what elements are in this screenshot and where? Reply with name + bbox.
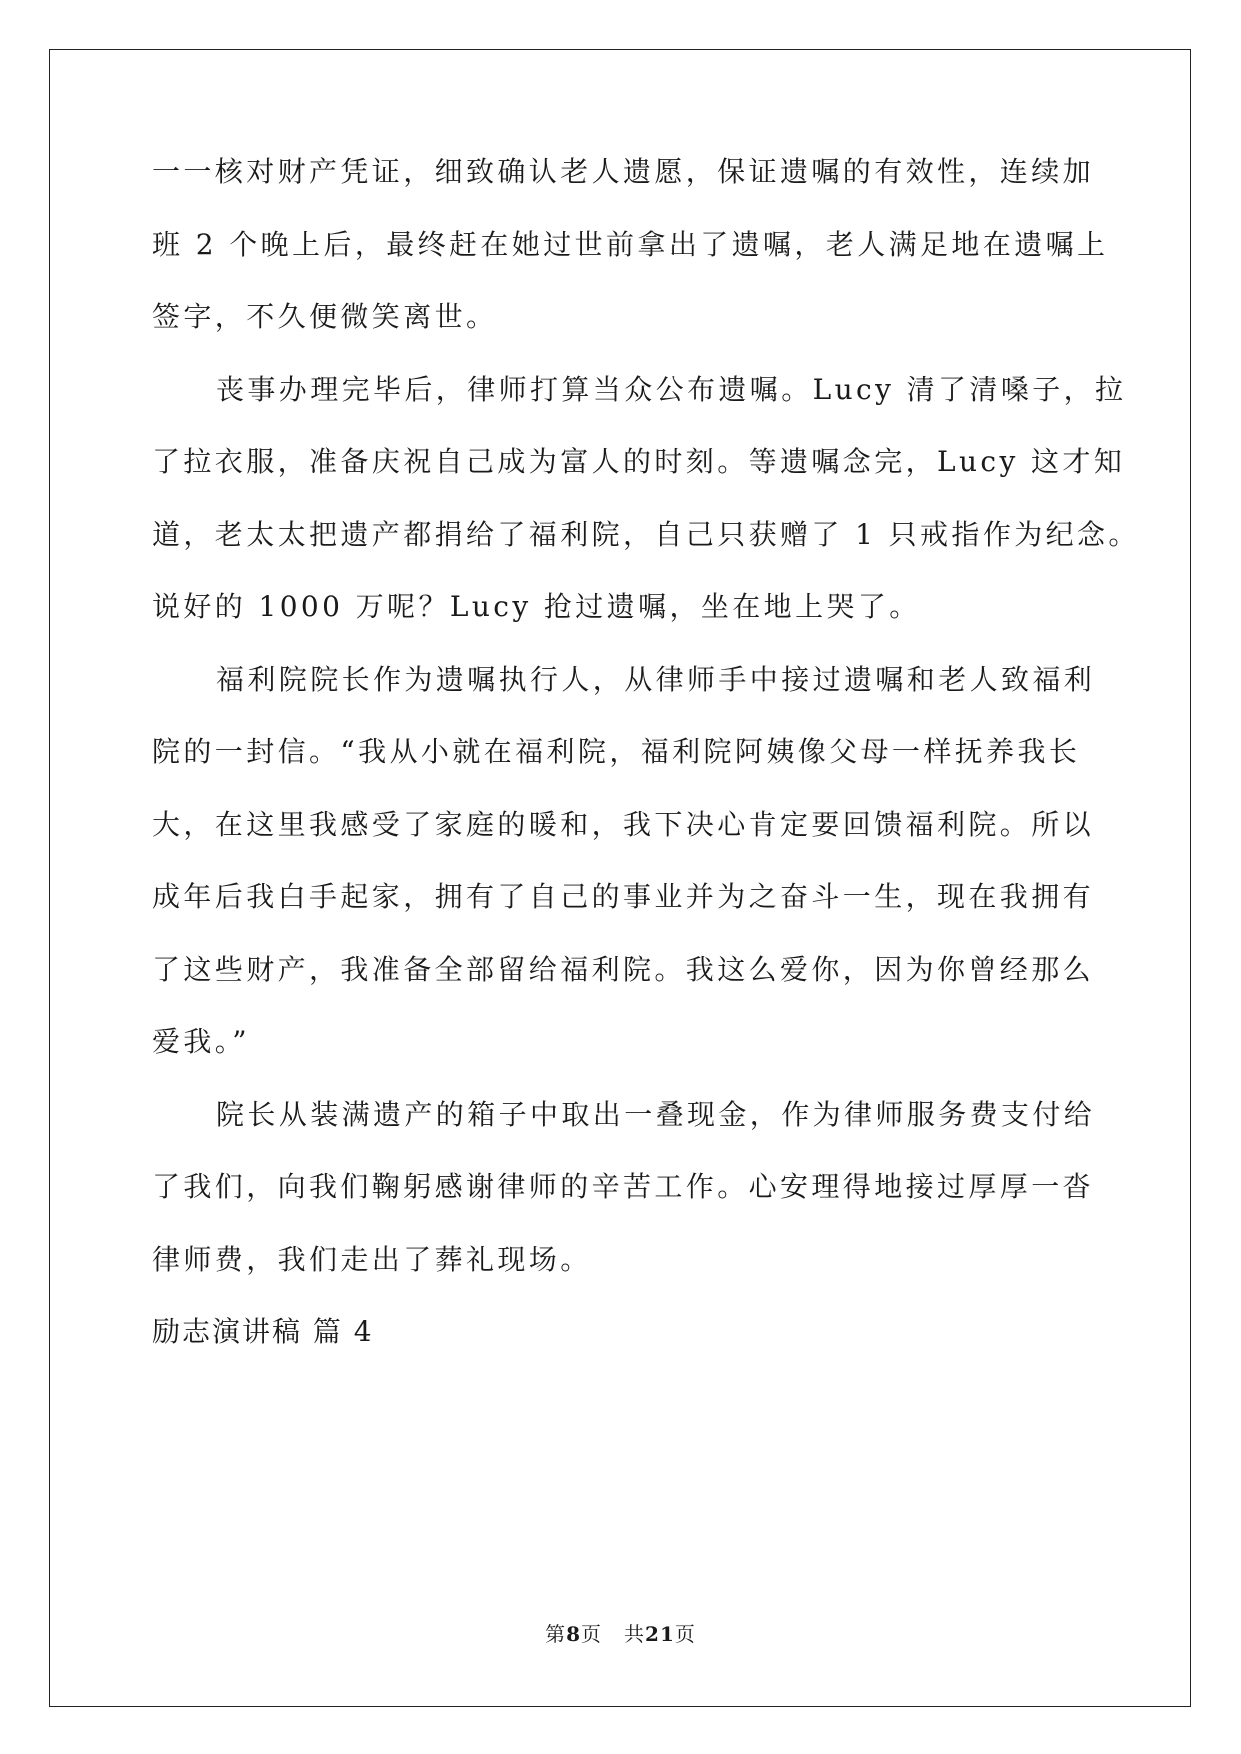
total-label-suffix: 页 [674, 1622, 696, 1646]
text-line: 一一核对财产凭证，细致确认老人遗愿，保证遗嘱的有效性，连续加 [152, 155, 1095, 188]
text-line: 班 2 个晚上后，最终赶在她过世前拿出了遗嘱，老人满足地在遗嘱上 [152, 228, 1109, 261]
total-pages: 21 [645, 1622, 675, 1646]
text-line: 成年后我白手起家，拥有了自己的事业并为之奋斗一生，现在我拥有 [152, 880, 1095, 913]
total-label-prefix: 共 [624, 1622, 646, 1646]
section-heading: 励志演讲稿 篇 4 [152, 1315, 374, 1348]
page-footer [0, 1621, 1241, 1647]
text-line: 说好的 1000 万呢？Lucy 抢过遗嘱，坐在地上哭了。 [152, 590, 921, 623]
text-line: 院的一封信。“我从小就在福利院，福利院阿姨像父母一样抚养我长 [152, 735, 1081, 768]
text-line: 丧事办理完毕后，律师打算当众公布遗嘱。Lucy 清了清嗓子，拉 [216, 373, 1127, 406]
text-line: 福利院院长作为遗嘱执行人，从律师手中接过遗嘱和老人致福利 [216, 663, 1096, 696]
text-line: 了我们，向我们鞠躬感谢律师的辛苦工作。心安理得地接过厚厚一沓 [152, 1170, 1095, 1203]
page-label-suffix: 页 [581, 1622, 603, 1646]
text-line: 签字，不久便微笑离世。 [152, 300, 498, 333]
text-line: 爱我。” [152, 1025, 250, 1058]
page-number: 8 [566, 1622, 582, 1646]
page-label-prefix: 第 [545, 1622, 567, 1646]
text-line: 了拉衣服，准备庆祝自己成为富人的时刻。等遗嘱念完，Lucy 这才知 [152, 445, 1126, 478]
text-line: 律师费，我们走出了葬礼现场。 [152, 1243, 592, 1276]
text-line: 大，在这里我感受了家庭的暖和，我下决心肯定要回馈福利院。所以 [152, 808, 1095, 841]
text-line: 了这些财产，我准备全部留给福利院。我这么爱你，因为你曾经那么 [152, 953, 1095, 986]
text-line: 院长从装满遗产的箱子中取出一叠现金，作为律师服务费支付给 [216, 1098, 1096, 1131]
text-line: 道，老太太把遗产都捐给了福利院，自己只获赠了 1 只戒指作为纪念。 [152, 518, 1140, 551]
